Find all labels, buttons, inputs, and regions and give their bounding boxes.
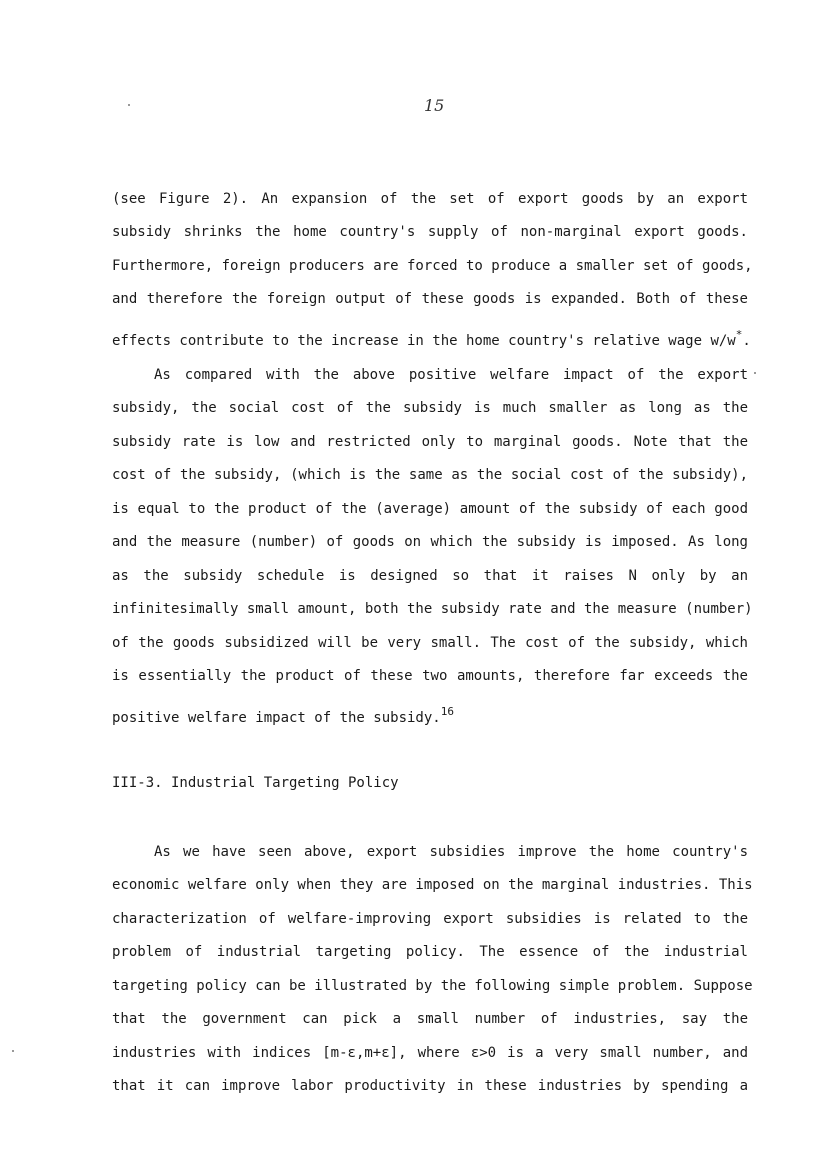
text-line: economic welfare only when they are imposed on the marginal industries. This bbox=[112, 877, 753, 893]
text-line: cost of the subsidy, (which is the same as the social cost of the subsidy), bbox=[112, 467, 748, 483]
text-line: as the subsidy schedule is designed so that it raises N only by an bbox=[112, 568, 748, 584]
margin-mark bbox=[754, 372, 756, 374]
text-line: that the government can pick a small number of industries, say the bbox=[112, 1011, 748, 1027]
text-line: is equal to the product of the (average) amount of the subsidy of each good bbox=[112, 501, 748, 517]
text-line: and therefore the foreign output of these goods is expanded. Both of these bbox=[112, 291, 748, 307]
text-line-last bbox=[112, 705, 748, 727]
text-line: Furthermore, foreign producers are forced to produce a smaller set of goods, bbox=[112, 258, 753, 274]
section-heading: III-3. Industrial Targeting Policy bbox=[112, 775, 399, 791]
text-line: subsidy shrinks the home country's supply of non-marginal export goods. bbox=[112, 224, 748, 240]
text-fragment: . bbox=[742, 333, 751, 349]
margin-mark bbox=[128, 104, 130, 106]
text-line: targeting policy can be illustrated by the following simple problem. Suppose bbox=[112, 978, 753, 994]
text-line: characterization of welfare-improving export subsidies is related to the bbox=[112, 911, 748, 927]
margin-mark bbox=[12, 1050, 14, 1052]
text-line: problem of industrial targeting policy. The essence of the industrial bbox=[112, 944, 748, 960]
text-line: As we have seen above, export subsidies improve the home country's bbox=[154, 844, 748, 860]
text-line: infinitesimally small amount, both the subsidy rate and the measure (number) bbox=[112, 601, 753, 617]
page-number: 15 bbox=[424, 96, 445, 115]
text-fragment: positive welfare impact of the subsidy. bbox=[112, 710, 441, 726]
text-fragment: effects contribute to the increase in the home country's relative wage w/w bbox=[112, 333, 736, 349]
text-line: and the measure (number) of goods on which the subsidy is imposed. As long bbox=[112, 534, 748, 550]
text-line: of the goods subsidized will be very small. The cost of the subsidy, which bbox=[112, 635, 748, 651]
text-line-last bbox=[112, 328, 751, 350]
text-line: subsidy rate is low and restricted only to marginal goods. Note that the bbox=[112, 434, 748, 450]
text-line: industries with indices [m-ε,m+ε], where ε>0 is a very small number, and bbox=[112, 1045, 748, 1061]
superscript-star: * bbox=[735, 328, 743, 341]
text-line: As compared with the above positive welfare impact of the export bbox=[154, 367, 748, 383]
text-line: (see Figure 2). An expansion of the set of export goods by an export bbox=[112, 191, 748, 207]
text-line: is essentially the product of these two amounts, therefore far exceeds the bbox=[112, 668, 748, 684]
footnote-reference: 16 bbox=[440, 705, 454, 718]
text-line: that it can improve labor productivity in these industries by spending a bbox=[112, 1078, 748, 1094]
text-line: subsidy, the social cost of the subsidy is much smaller as long as the bbox=[112, 400, 748, 416]
